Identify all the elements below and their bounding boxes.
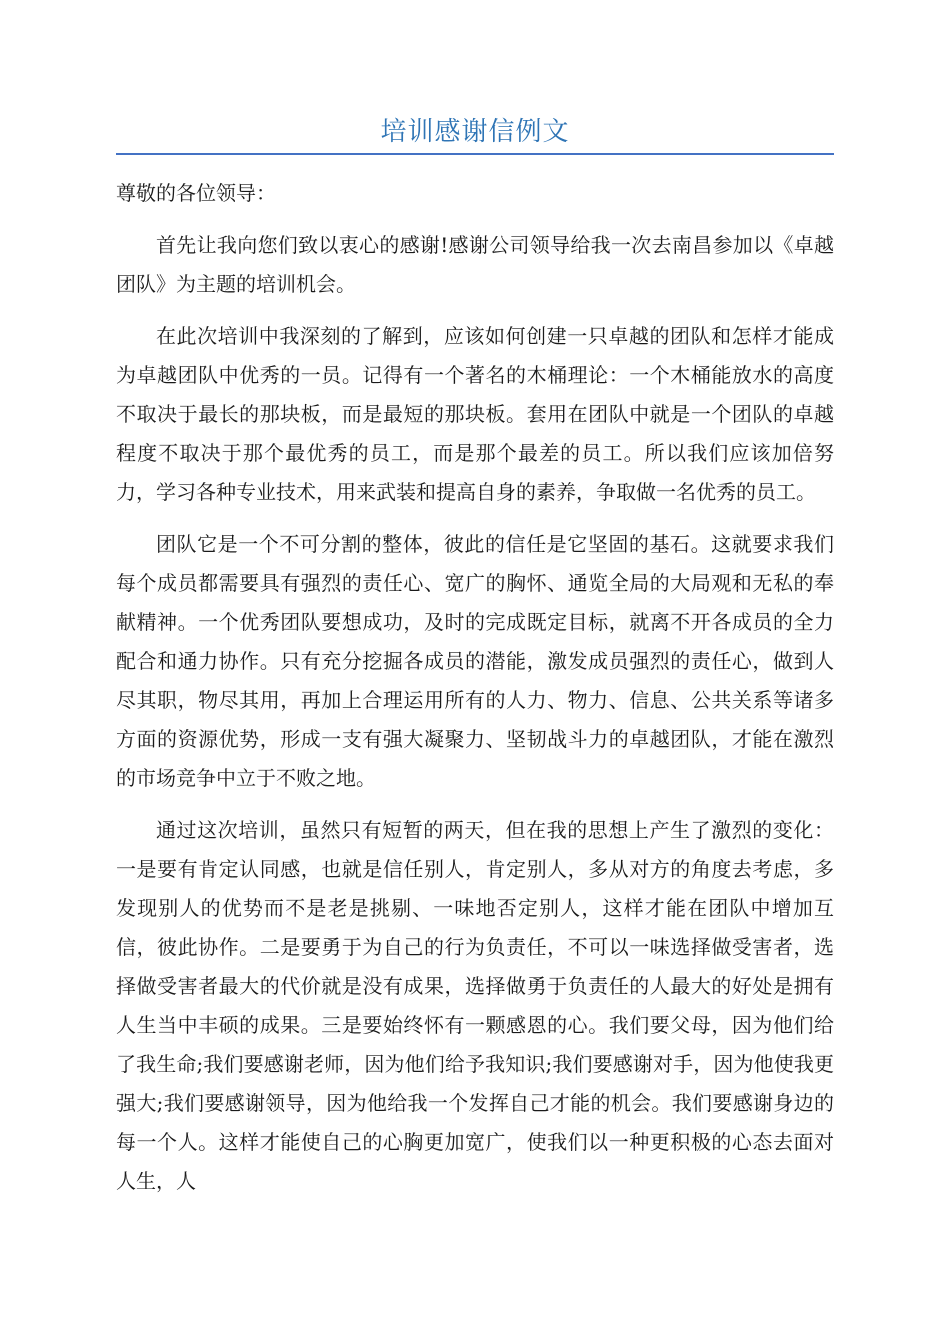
paragraph-2: 在此次培训中我深刻的了解到，应该如何创建一只卓越的团队和怎样才能成为卓越团队中优秀的一员。记得有一个著名的木桶理论：一个木桶能放水的高度不取决于最长的那块板，而是最短的那块板。套用在团队中就是一个团队的卓越程度不取决于那个最优秀的员工，而是那个最差的员工。所以我们应该加倍努力，学习各种专业技术，用来武装和提高自身的素养，争取做一名优秀的员工。 [116, 324, 834, 504]
paragraph-4: 通过这次培训，虽然只有短暂的两天，但在我的思想上产生了激烈的变化：一是要有肯定认同感，也就是信任别人，肯定别人，多从对方的角度去考虑，多发现别人的优势而不是老是挑剔、一味地否定别人，这样才能在团队中增加互信，彼此协作。二是要勇于为自己的行为负责任，不可以一味选择做受害者，选择做受害者最大的代价就是没有成果，选择做勇于负责任的人最大的好处是拥有人生当中丰硕的成果。三是要始终怀有一颗感恩的心。我们要父母，因为他们给了我生命;我们要感谢老师，因为他们给予我知识;我们要感谢对手，因为他使我更强大;我们要感谢领导，因为他给我一个发挥自己才能的机会。我们要感谢身边的每一个人。这样才能使自己的心胸更加宽广，使我们以一种更积极的心态去面对人生，人 [116, 818, 834, 1193]
letter-body [116, 174, 834, 1214]
paragraph-3: 团队它是一个不可分割的整体，彼此的信任是它坚固的基石。这就要求我们每个成员都需要具有强烈的责任心、宽广的胸怀、通览全局的大局观和无私的奉献精神。一个优秀团队要想成功，及时的完成既定目标，就离不开各成员的全力配合和通力协作。只有充分挖掘各成员的潜能，激发成员强烈的责任心，做到人尽其职，物尽其用，再加上合理运用所有的人力、物力、信息、公共关系等诸多方面的资源优势，形成一支有强大凝聚力、坚韧战斗力的卓越团队，才能在激烈的市场竞争中立于不败之地。 [116, 532, 834, 790]
title-underline [116, 153, 834, 155]
salutation: 尊敬的各位领导： [116, 181, 276, 205]
page-title: 培训感谢信例文 [380, 117, 570, 147]
paragraph-1: 首先让我向您们致以衷心的感谢!感谢公司领导给我一次去南昌参加以《卓越团队》为主题的培训机会。 [116, 233, 834, 296]
